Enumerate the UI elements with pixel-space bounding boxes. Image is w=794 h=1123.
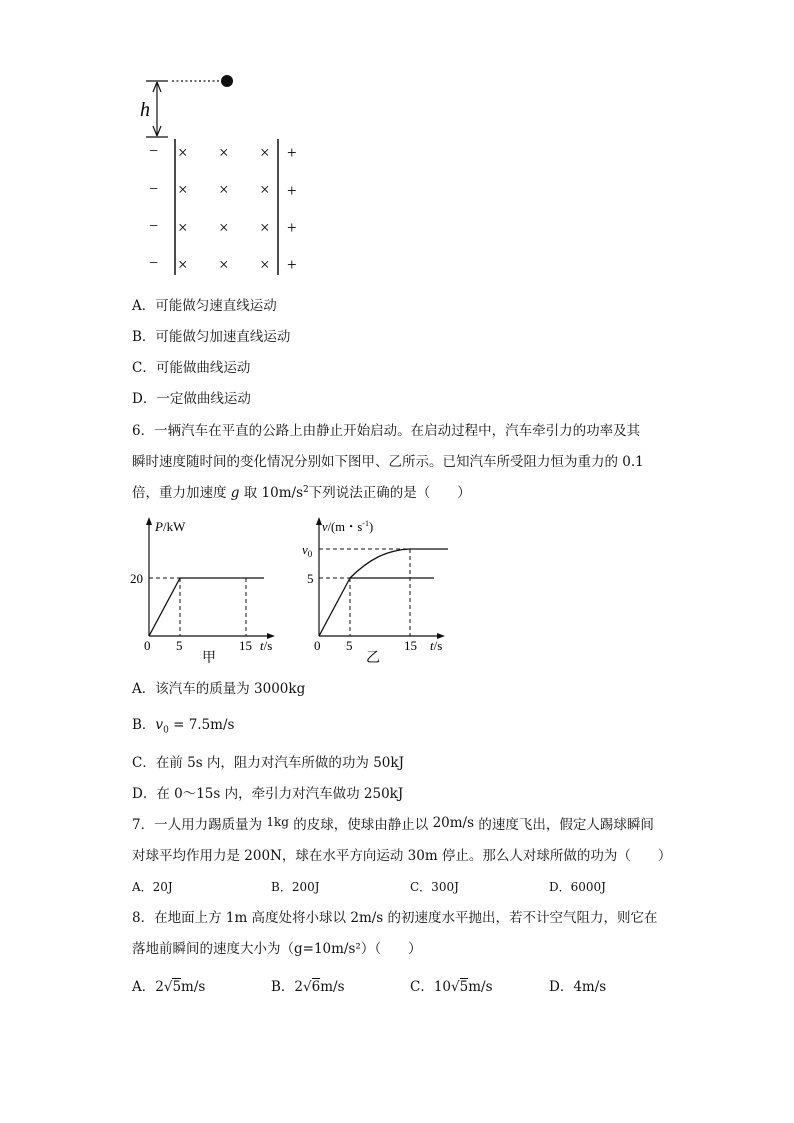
q7-stem-e: 的速度飞出，假定人踢球瞬间 [474, 817, 654, 833]
charged-ball [221, 75, 233, 87]
q5-option-c: C．可能做曲线运动 [132, 360, 251, 376]
q8-option-b-coef: 2 [294, 979, 304, 995]
jia-origin: 0 [144, 638, 151, 653]
q8-option-d: D．4m/s [549, 979, 607, 995]
yi-ytick-v0: $v_0$ [302, 542, 313, 559]
right-plate-sign: + [287, 255, 297, 274]
q6-stem-line3-mid: 取 10m/s [239, 485, 303, 501]
jia-ytick-20: 20 [130, 571, 143, 586]
q7-option-c: C．300J [410, 880, 459, 894]
q8-option-a-rad: 5 [172, 979, 182, 995]
q5-option-b: B．可能做匀加速直线运动 [132, 329, 291, 345]
field-cross: × [219, 218, 229, 237]
q6-stem-line3-pre: 倍，重力加速度 [132, 485, 231, 501]
field-cross: × [219, 255, 229, 274]
jia-caption: 甲 [202, 651, 216, 666]
right-plate-sign: + [287, 218, 297, 237]
jia-y-arrow [146, 517, 152, 525]
q6-g-symbol: g [230, 485, 240, 501]
field-cross: × [178, 143, 188, 162]
left-plate-sign: − [149, 181, 159, 198]
q7-speed: 20m/s [432, 815, 475, 831]
jia-xtick-15: 15 [239, 638, 252, 653]
q7-option-b: B．200J [271, 880, 320, 894]
q8-option-b-unit: m/s [320, 979, 345, 995]
sqrt-sign: √ [303, 979, 312, 995]
left-plate-sign: − [149, 218, 159, 235]
q6-stem-line3 [132, 484, 471, 502]
q5-option-d: D．一定做曲线运动 [132, 391, 251, 407]
jia-ylabel: P/kW [155, 519, 186, 534]
q5-figure [130, 65, 320, 280]
yi-ylabel: v/(m・$s^{-1}$) [322, 519, 374, 534]
q7-mass: 1kg [266, 815, 289, 829]
q8-option-b-label: B． [271, 979, 295, 995]
q8-option-c-coef: 10 [433, 979, 452, 995]
q8-option-b [271, 978, 345, 996]
right-plate-sign: + [287, 143, 297, 162]
field-cross: × [178, 218, 188, 237]
field-cross: × [219, 143, 229, 162]
q8-option-a-coef: 2 [155, 979, 164, 995]
yi-ytick-5: 5 [307, 571, 314, 586]
field-cross: × [260, 180, 270, 199]
q5-option-a: A．可能做匀速直线运动 [132, 298, 277, 314]
yi-velocity-ramp [319, 578, 350, 636]
q6-stem-line3-post: 下列说法正确的是（ ） [308, 485, 471, 501]
q7-option-a: A．20J [132, 880, 173, 894]
yi-velocity-curve [350, 549, 410, 578]
q8-option-b-rad: 6 [311, 979, 321, 995]
field-cross: × [219, 180, 229, 199]
q6-option-b-value: = 7.5m/s [168, 717, 235, 733]
q8-option-c-unit: m/s [468, 979, 493, 995]
q8-option-a-unit: m/s [181, 979, 206, 995]
q8-option-c-rad: 5 [459, 979, 469, 995]
jia-power-line [149, 578, 264, 636]
q6-option-a: A．该汽车的质量为 3000kg [132, 681, 306, 697]
q6-option-b [132, 716, 234, 740]
q6-option-d: D．在 0～15s 内，牵引力对汽车做功 250kJ [132, 786, 404, 802]
q7-option-d: D．6000J [549, 880, 606, 894]
field-cross: × [178, 180, 188, 199]
q6-option-b-prefix: B． [132, 717, 156, 733]
sqrt-sign: √ [163, 979, 173, 995]
field-cross: × [260, 218, 270, 237]
yi-xlabel: t/s [430, 638, 443, 653]
yi-xtick-5: 5 [346, 638, 353, 653]
q6-chart-jia [128, 512, 288, 667]
left-plate-sign: − [149, 255, 159, 272]
q7-stem-line1 [132, 816, 654, 834]
q6-option-b-sub: 0 [163, 725, 169, 736]
field-cross: × [178, 255, 188, 274]
q7-stem-line2: 对球平均作用力是 200N，球在水平方向运动 30m 停止。那么人对球所做的功为（ ） [132, 848, 672, 864]
height-label: h [140, 99, 150, 121]
q6-sup: 2 [303, 485, 309, 495]
sqrt-sign: √ [451, 979, 460, 995]
q8-stem-line1: 8．在地面上方 1m 高度处将小球以 2m/s 的初速度水平抛出，若不计空气阻力，则它在 [132, 910, 658, 926]
q6-option-b-var: v [155, 717, 164, 733]
yi-caption: 乙 [366, 651, 380, 666]
q8-option-a [132, 978, 205, 996]
field-cross: × [260, 143, 270, 162]
q8-option-c [410, 978, 493, 996]
q6-stem-line2: 瞬时速度随时间的变化情况分别如下图甲、乙所示。已知汽车所受阻力恒为重力的 0.1 [132, 454, 644, 470]
q8-option-a-label: A． [132, 979, 156, 995]
yi-origin: 0 [314, 638, 321, 653]
q7-stem-c: 的皮球，使球由静止以 [288, 817, 433, 833]
right-plate-sign: + [287, 181, 297, 200]
q8-option-c-label: C． [410, 979, 434, 995]
field-cross: × [260, 255, 270, 274]
yi-xtick-15: 15 [404, 638, 417, 653]
q6-chart-yi [298, 512, 458, 667]
jia-xlabel: t/s [260, 638, 273, 653]
left-plate-sign: − [149, 143, 159, 160]
q8-stem-line2: 落地前瞬间的速度大小为（g=10m/s²）（ ） [132, 941, 422, 957]
q6-stem-line1: 6．一辆汽车在平直的公路上由静止开始启动。在启动过程中，汽车牵引力的功率及其 [132, 423, 641, 439]
q6-option-c: C．在前 5s 内，阻力对汽车所做的功为 50kJ [132, 755, 404, 771]
jia-xtick-5: 5 [176, 638, 183, 653]
q7-stem-a: 7．一人用力踢质量为 [132, 817, 267, 833]
